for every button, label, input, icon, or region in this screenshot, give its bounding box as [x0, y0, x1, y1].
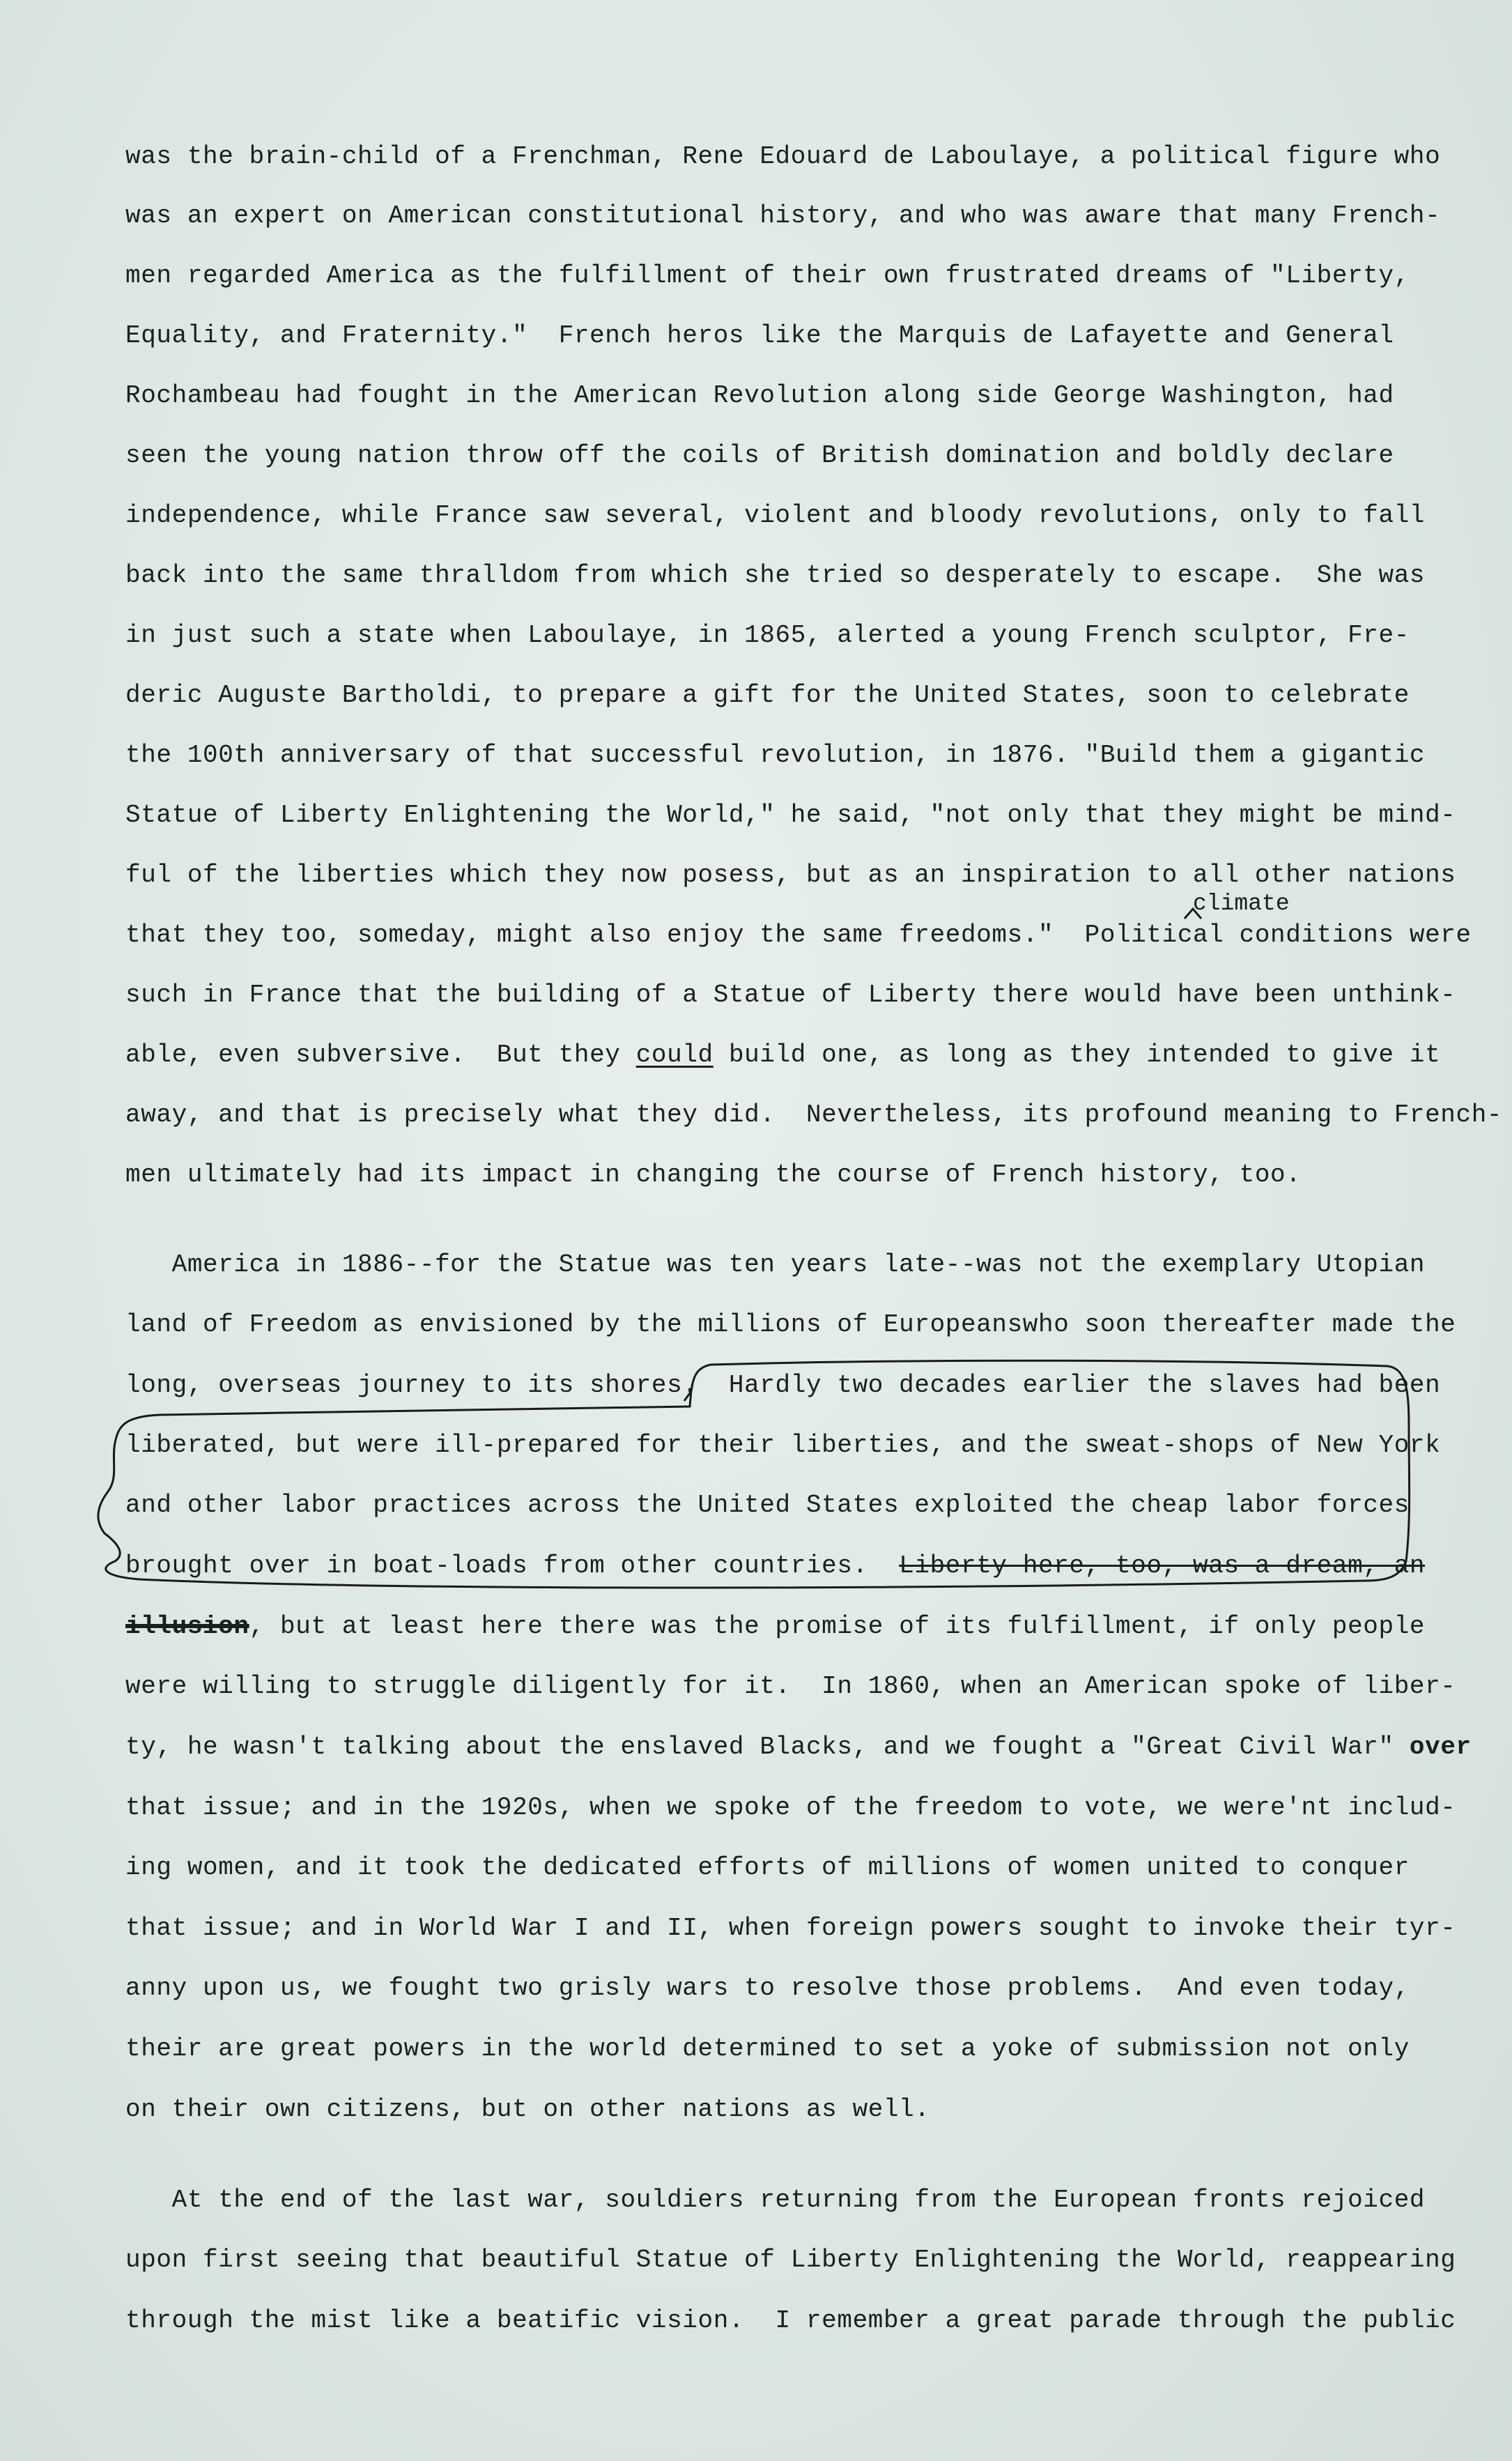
text-line — [125, 1552, 1425, 1580]
text-line: Statue of Liberty Enlightening the World," he said, "not only that they might be mind- — [125, 801, 1456, 829]
line-segment: able, even subversive. But they — [125, 1041, 636, 1069]
line-segment: build one, as long as they intended to give it — [713, 1041, 1441, 1069]
text-line: anny upon us, we fought two grisly wars to resolve those problems. And even today, — [125, 1974, 1410, 2002]
overwritten-word: over — [1409, 1733, 1472, 1761]
text-line: such in France that the building of a Statue of Liberty there would have been unthink- — [125, 981, 1456, 1009]
text-line: upon first seeing that beautiful Statue of Liberty Enlightening the World, reappearing — [125, 2246, 1456, 2274]
text-line: At the end of the last war, souldiers returning from the European fronts rejoiced — [125, 2186, 1426, 2214]
text-line: back into the same thralldom from which she tried so desperately to escape. She was — [125, 561, 1426, 590]
text-line: that issue; and in World War I and II, when foreign powers sought to invoke their tyr- — [125, 1914, 1456, 1942]
text-line: away, and that is precisely what they did. Nevertheless, its profound meaning to French- — [125, 1101, 1503, 1129]
line-segment: brought over in boat-loads from other countries. — [125, 1551, 900, 1580]
text-line: long, overseas journey to its shores. Hardly two decades earlier the slaves had been — [125, 1371, 1441, 1400]
text-line: their are great powers in the world determined to set a yoke of submission not only — [125, 2034, 1410, 2063]
text-line: men ultimately had its impact in changing the course of French history, too. — [125, 1160, 1302, 1189]
text-line: liberated, but were ill-prepared for their liberties, and the sweat-shops of New York — [125, 1431, 1441, 1459]
text-line: ing women, and it took the dedicated efforts of millions of women united to conquer — [125, 1853, 1410, 1882]
text-line: ful of the liberties which they now posess, but as an inspiration to all other nations — [125, 861, 1456, 889]
text-line — [125, 1041, 1440, 1069]
line-segment: , but at least here there was the promise of its fulfillment, if only people — [249, 1612, 1426, 1641]
text-line: deric Auguste Bartholdi, to prepare a gift for the United States, soon to celebrate — [125, 681, 1410, 710]
text-line: was an expert on American constitutional history, and who was aware that many French- — [125, 201, 1441, 230]
struck-text: Liberty here, too, was a dream, an — [899, 1551, 1426, 1580]
text-line — [125, 1733, 1472, 1761]
text-line: Equality, and Fraternity." French heros like the Marquis de Lafayette and General — [125, 321, 1394, 350]
text-line: land of Freedom as envisioned by the millions of Europeanswho soon thereafter made the — [125, 1310, 1456, 1339]
text-line: through the mist like a beatific vision. I remember a great parade through the public — [125, 2306, 1456, 2335]
line-segment: ty, he wasn't talking about the enslaved Blacks, and we fought a "Great Civil War" — [125, 1733, 1410, 1761]
text-line: was the brain-child of a Frenchman, Rene Edouard de Laboulaye, a political figure who — [125, 142, 1441, 171]
text-line: on their own citizens, but on other nations as well. — [125, 2095, 930, 2124]
scrawled-out-word: illusion — [125, 1612, 249, 1641]
text-line: men regarded America as the fulfillment of their own frustrated dreams of "Liberty, — [125, 261, 1410, 290]
text-line: were willing to struggle diligently for it. In 1860, when an American spoke of liber- — [125, 1672, 1456, 1701]
text-line: seen the young nation throw off the coils of British domination and boldly declare — [125, 441, 1394, 470]
text-line: America in 1886--for the Statue was ten years late--was not the exemplary Utopian — [125, 1250, 1426, 1279]
text-line: and other labor practices across the United States exploited the cheap labor forces — [125, 1491, 1410, 1519]
text-line: that issue; and in the 1920s, when we spoke of the freedom to vote, we were'nt includ- — [125, 1793, 1456, 1822]
underlined-word: could — [635, 1041, 713, 1069]
text-line: that they too, someday, might also enjoy the same freedoms." Political conditions were — [125, 921, 1472, 949]
text-line — [125, 1613, 1425, 1641]
handwritten-insertion: climate — [1193, 891, 1290, 917]
text-line: independence, while France saw several, violent and bloody revolutions, only to fall — [125, 501, 1426, 530]
text-line: the 100th anniversary of that successful revolution, in 1876. "Build them a gigantic — [125, 741, 1426, 769]
text-line: in just such a state when Laboulaye, in 1865, alerted a young French sculptor, Fre- — [125, 621, 1410, 650]
text-line: Rochambeau had fought in the American Revolution along side George Washington, had — [125, 381, 1394, 410]
